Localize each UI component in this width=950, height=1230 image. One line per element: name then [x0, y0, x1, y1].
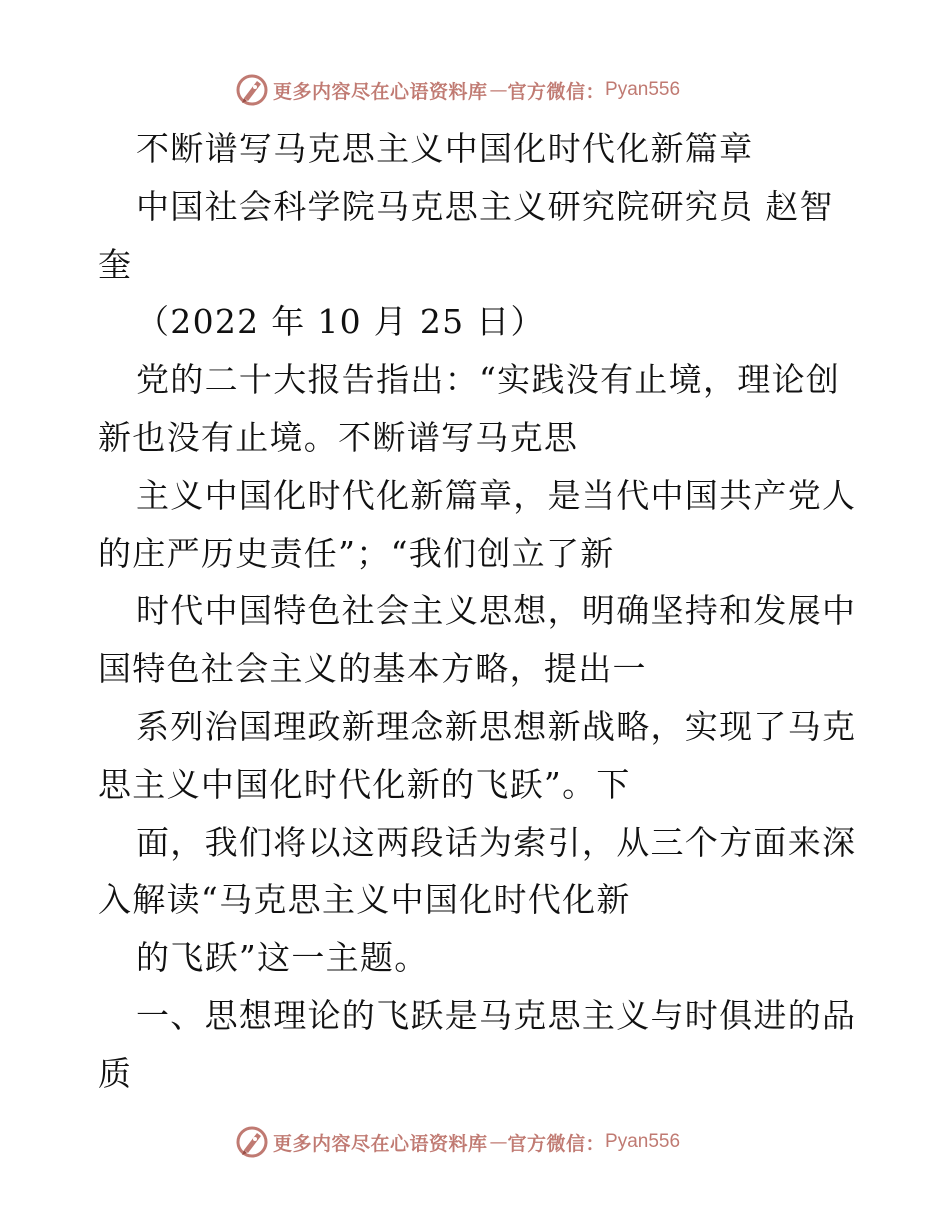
header-watermark: [235, 70, 680, 110]
paragraph-line: 时代中国特色社会主义思想，明确坚持和发展中: [136, 591, 857, 631]
section-heading: 一、思想理论的飞跃是马克思主义与时俱进的品: [136, 995, 857, 1035]
paragraph-line: 主义中国化时代化新篇章，是当代中国共产党人: [136, 475, 857, 515]
paragraph-line: 面，我们将以这两段话为索引，从三个方面来深: [136, 822, 857, 862]
paragraph-line: 党的二十大报告指出：“实践没有止境，理论创: [136, 360, 841, 400]
pen-logo-icon: [235, 1125, 269, 1159]
paragraph-line: 思主义中国化时代化新的飞跃”。下: [98, 764, 631, 804]
paragraph-line: 系列治国理政新理念新思想新战略，实现了马克: [136, 706, 857, 746]
section-heading-continued: 质: [98, 1053, 133, 1093]
document-title: 不断谱写马克思主义中国化时代化新篇章: [136, 129, 754, 168]
paragraph-line: 新也没有止境。不断谱写马克思: [98, 417, 579, 457]
paragraph-line: 的庄严历史责任”；“我们创立了新: [98, 533, 615, 573]
paragraph-line: 国特色社会主义的基本方略，提出一: [98, 649, 647, 689]
watermark-wechat-id: Pyan556: [605, 79, 681, 100]
watermark-wechat-label: 官方微信：: [507, 1132, 606, 1155]
paragraph-line: 入解读“马克思主义中国化时代化新: [98, 880, 631, 920]
watermark-wechat-id: Pyan556: [605, 1131, 681, 1152]
watermark-text: 更多内容尽在心语资料库: [273, 1132, 488, 1155]
paragraph-line: 的飞跃”这一主题。: [136, 938, 429, 978]
watermark-text: 更多内容尽在心语资料库: [273, 80, 488, 103]
author-line: 中国社会科学院马克思主义研究院研究员 赵智: [136, 186, 834, 226]
document-date: （2022 年 10 月 25 日）: [136, 302, 545, 342]
document-body: [98, 120, 858, 1103]
author-line-continued: 奎: [98, 244, 133, 284]
watermark-separator: —: [489, 79, 508, 101]
watermark-wechat-label: 官方微信：: [507, 80, 606, 103]
footer-watermark: [235, 1122, 680, 1162]
watermark-separator: —: [489, 1131, 508, 1153]
pen-logo-icon: [235, 73, 269, 107]
